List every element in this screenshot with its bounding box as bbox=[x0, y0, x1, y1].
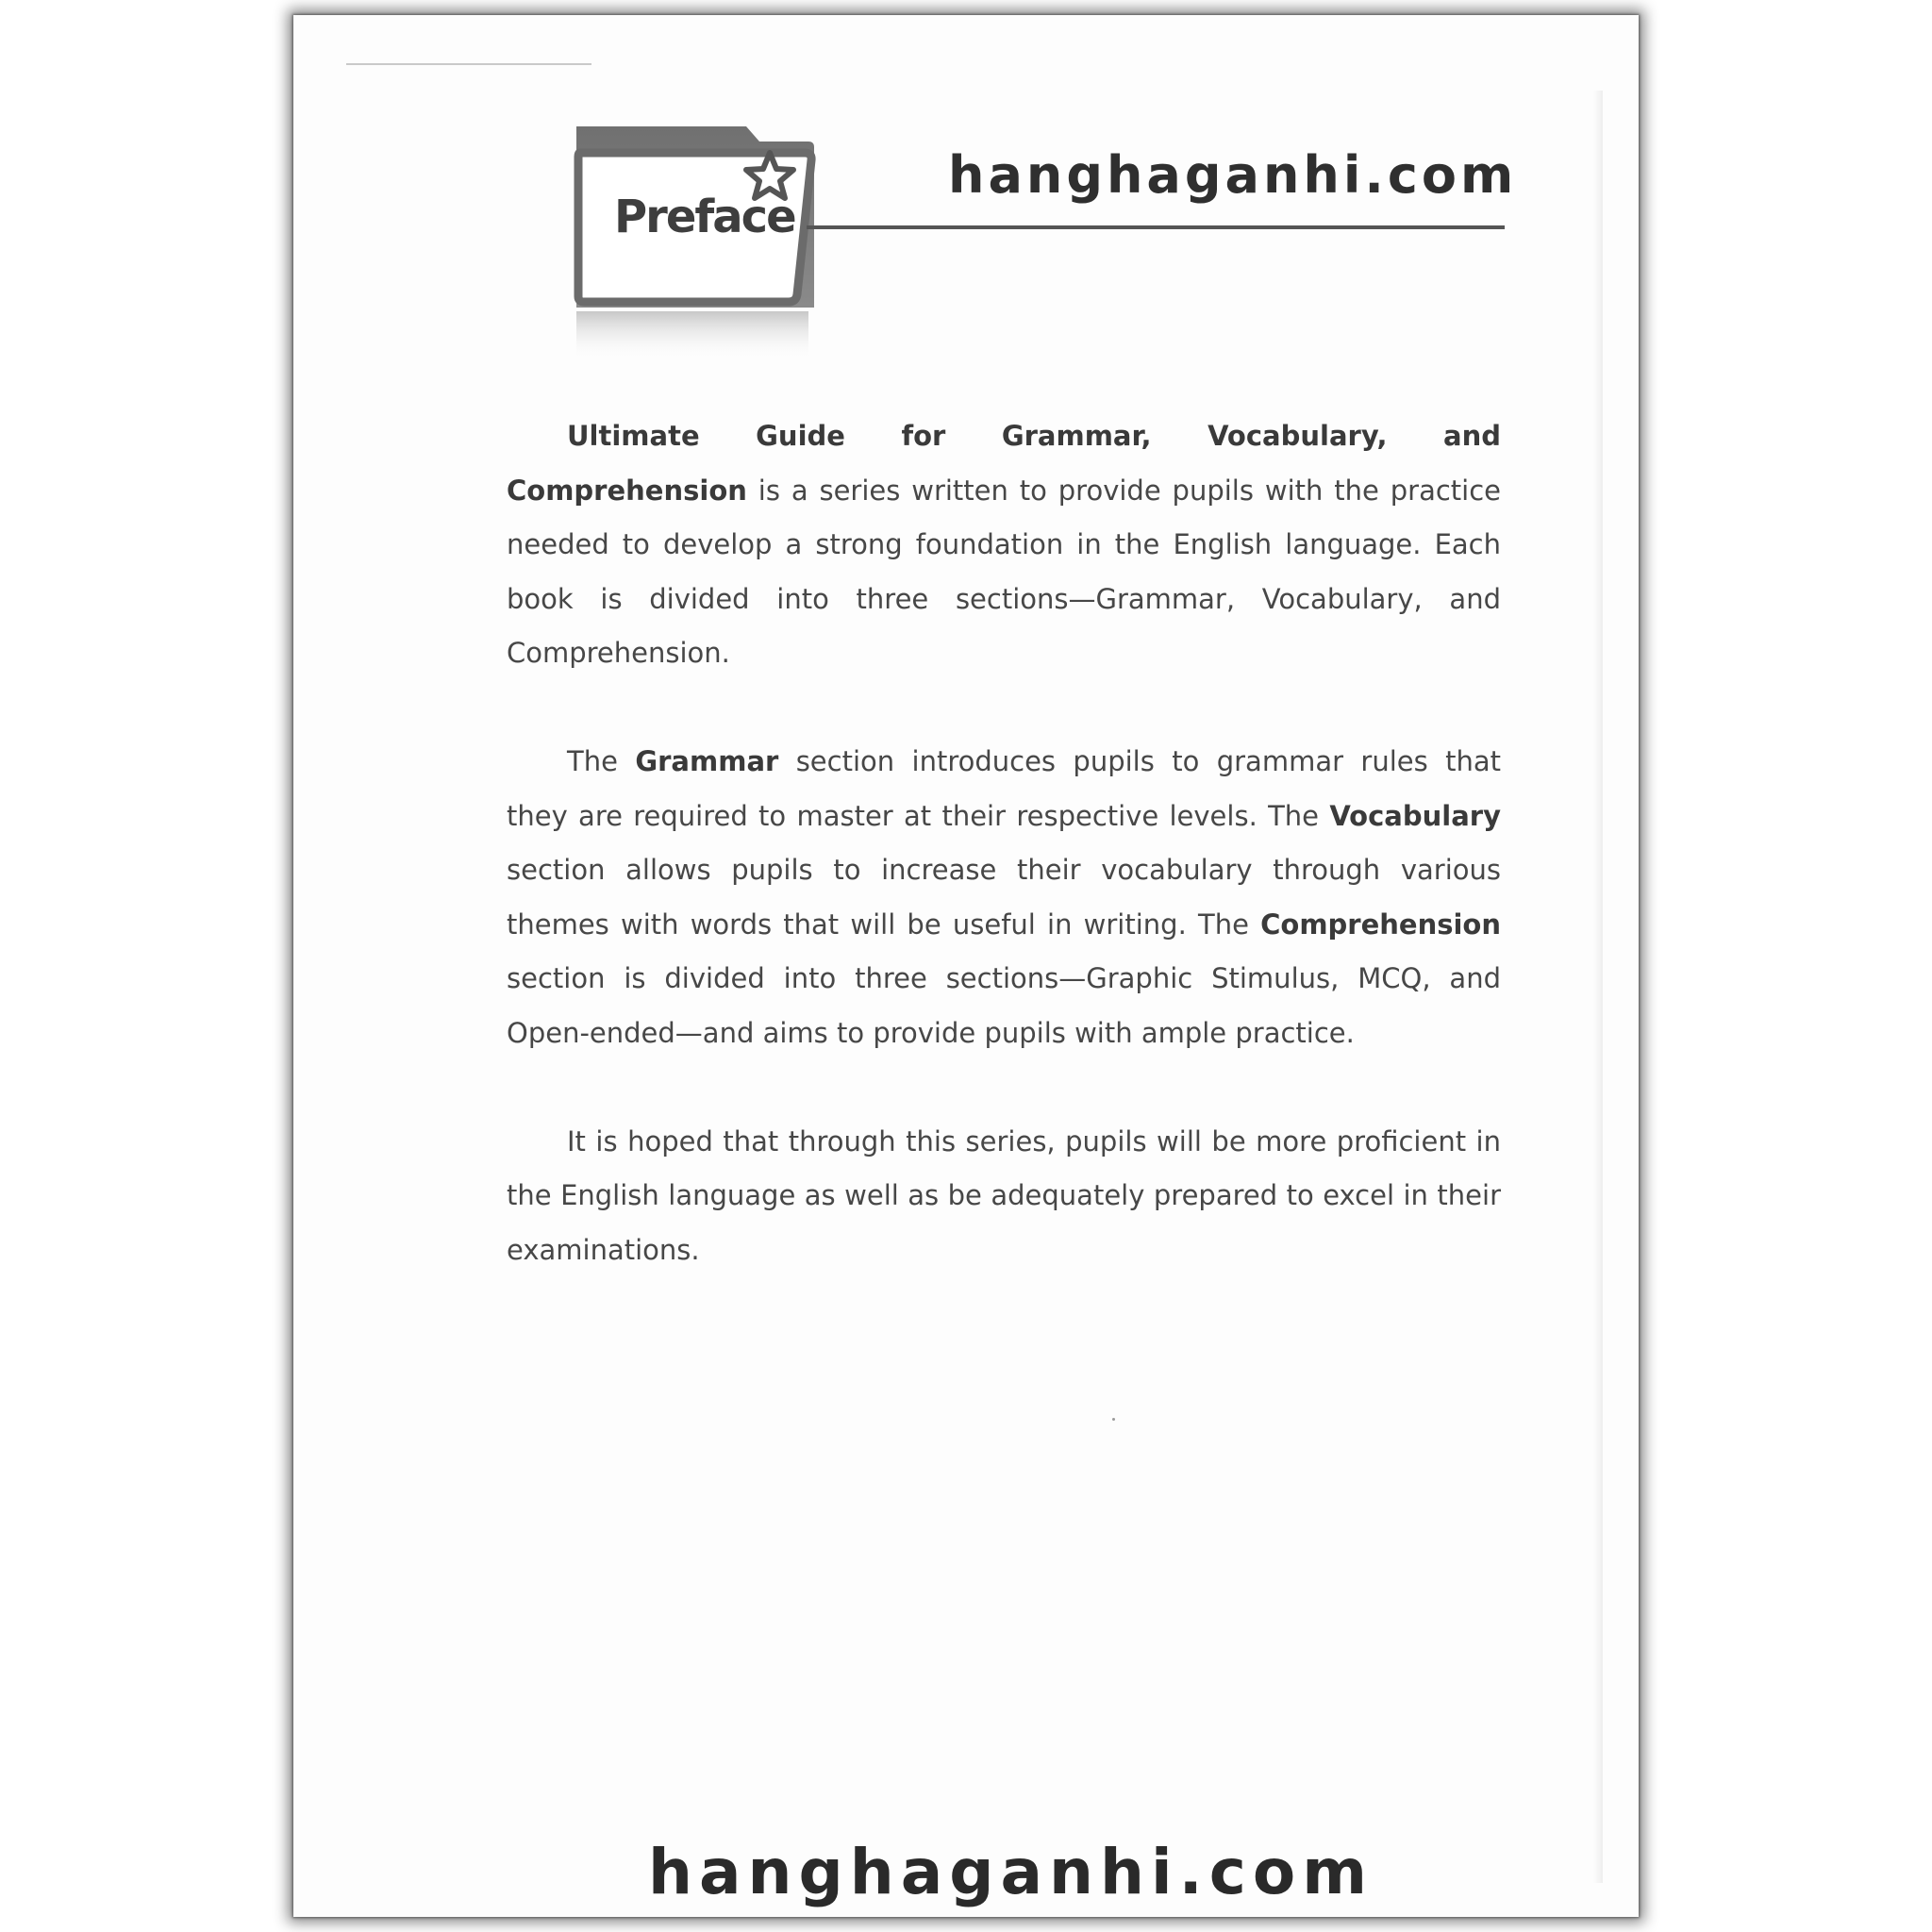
bold-term: Ultimate Guide for Grammar, Vocabulary, and Comprehension bbox=[507, 420, 1501, 507]
speck bbox=[1112, 1418, 1115, 1421]
bold-term: Comprehension bbox=[1260, 908, 1501, 941]
text-run: The bbox=[567, 745, 636, 777]
text-run: is a series written to provide pupils with the practice needed to develop a strong foundation in the English language. Each book is divided into three sections—Grammar, Vocabulary, and Comprehension. bbox=[507, 474, 1501, 669]
text-run: section introduces pupils to grammar rules that they are required to master at their respective levels. The bbox=[507, 745, 1501, 832]
document-page bbox=[293, 15, 1639, 1917]
watermark-top: hanghaganhi.com bbox=[948, 145, 1518, 205]
paragraph bbox=[507, 1115, 1501, 1278]
preface-label: Preface bbox=[614, 191, 795, 243]
paragraph bbox=[507, 409, 1501, 681]
bold-term: Grammar bbox=[635, 745, 779, 777]
text-run: section is divided into three sections—Graphic Stimulus, MCQ, and Open-ended—and aims to provide pupils with ample practice. bbox=[507, 962, 1501, 1049]
page-edge-shade bbox=[1593, 91, 1603, 1883]
preface-body bbox=[507, 409, 1501, 1332]
text-run: It is hoped that through this series, pupils will be more proficient in the English language as well as be adequately prepared to excel in their examinations. bbox=[507, 1124, 1501, 1266]
header-rule bbox=[807, 225, 1505, 229]
text-run: section allows pupils to increase their vocabulary through various themes with words that will be useful in writing. The bbox=[507, 854, 1501, 941]
watermark-bottom: hanghaganhi.com bbox=[648, 1836, 1374, 1908]
paragraph bbox=[507, 735, 1501, 1060]
bold-term: Vocabulary bbox=[1329, 799, 1501, 832]
top-rule bbox=[346, 63, 591, 65]
